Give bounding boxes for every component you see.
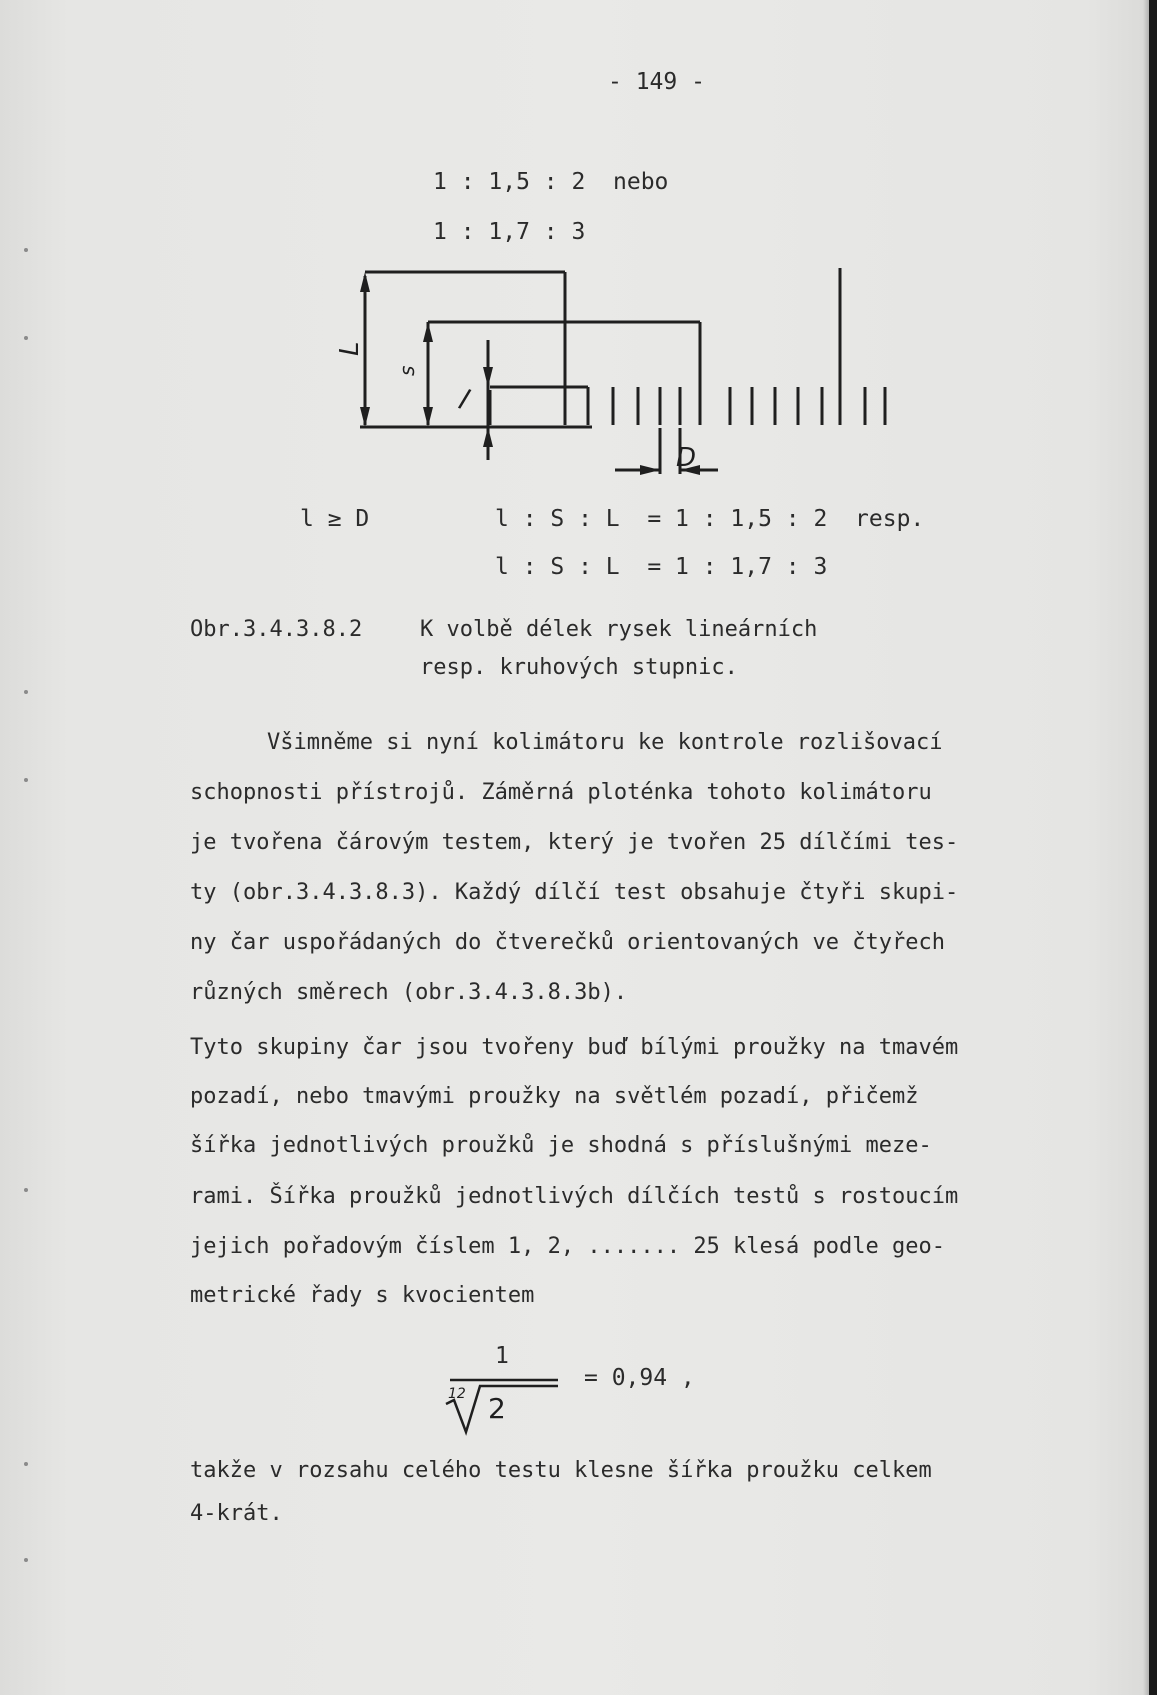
paragraph-line: ty (obr.3.4.3.8.3). Každý dílčí test obsahuje čtyři skupi- [190,880,959,905]
paragraph-line: 4-krát. [190,1501,283,1526]
paragraph-line: metrické řady s kvocientem [190,1283,535,1308]
figure-caption: resp. kruhových stupnic. [420,655,738,680]
figure-number: Obr.3.4.3.8.2 [190,617,363,642]
root-index: 12 [448,1386,466,1402]
label-S: s [395,365,419,376]
scan-dot [24,1188,28,1192]
paragraph-line: pozadí, nebo tmavými proužky na světlém pozadí, přičemž [190,1084,919,1109]
scale-line-diagram [335,260,920,490]
label-L: L [335,341,365,356]
scan-dot [24,778,28,782]
scan-dot [24,1558,28,1562]
scan-dot [24,248,28,252]
paragraph-line: Všimněme si nyní kolimátoru ke kontrole rozlišovací [267,730,943,755]
paragraph-line: ny čar uspořádaných do čtverečků orientovaných ve čtyřech [190,930,945,955]
paragraph-line: různých směrech (obr.3.4.3.8.3b). [190,980,628,1005]
root-radicand: 2 [488,1392,506,1425]
label-l: l [454,382,474,417]
paragraph-line: jejich pořadovým číslem 1, 2, ....... 25 klesá podle geo- [190,1234,945,1259]
ratio-line: 1 : 1,5 : 2 nebo [433,169,669,195]
label-D: D [676,443,697,473]
ratio-formula: l : S : L = 1 : 1,7 : 3 [495,554,828,580]
scan-dot [24,1462,28,1466]
page-number: - 149 - [608,69,705,95]
paragraph-line: šířka jednotlivých proužků je shodná s příslušnými meze- [190,1133,932,1158]
figure-caption: K volbě délek rysek lineárních [420,617,818,642]
scan-dot [24,690,28,694]
paragraph-line: Tyto skupiny čar jsou tvořeny buď bílými proužky na tmavém [190,1035,959,1060]
paragraph-line: je tvořena čárovým testem, který je tvořen 25 dílčími tes- [190,830,959,855]
ratio-line: 1 : 1,7 : 3 [433,219,586,245]
ratio-formula: l : S : L = 1 : 1,5 : 2 resp. [495,506,925,532]
twelfth-root-symbol [440,1368,560,1438]
paragraph-line: takže v rozsahu celého testu klesne šířka proužku celkem [190,1458,932,1483]
condition-formula: l ≥ D [300,506,370,532]
scan-dot [24,336,28,340]
paragraph-line: schopnosti přístrojů. Záměrná ploténka tohoto kolimátoru [190,780,932,805]
fraction-numerator: 1 [495,1343,509,1369]
fraction-result: = 0,94 , [584,1365,695,1391]
scan-edge [1149,0,1157,1695]
paragraph-line: rami. Šířka proužků jednotlivých dílčích testů s rostoucím [190,1184,959,1209]
